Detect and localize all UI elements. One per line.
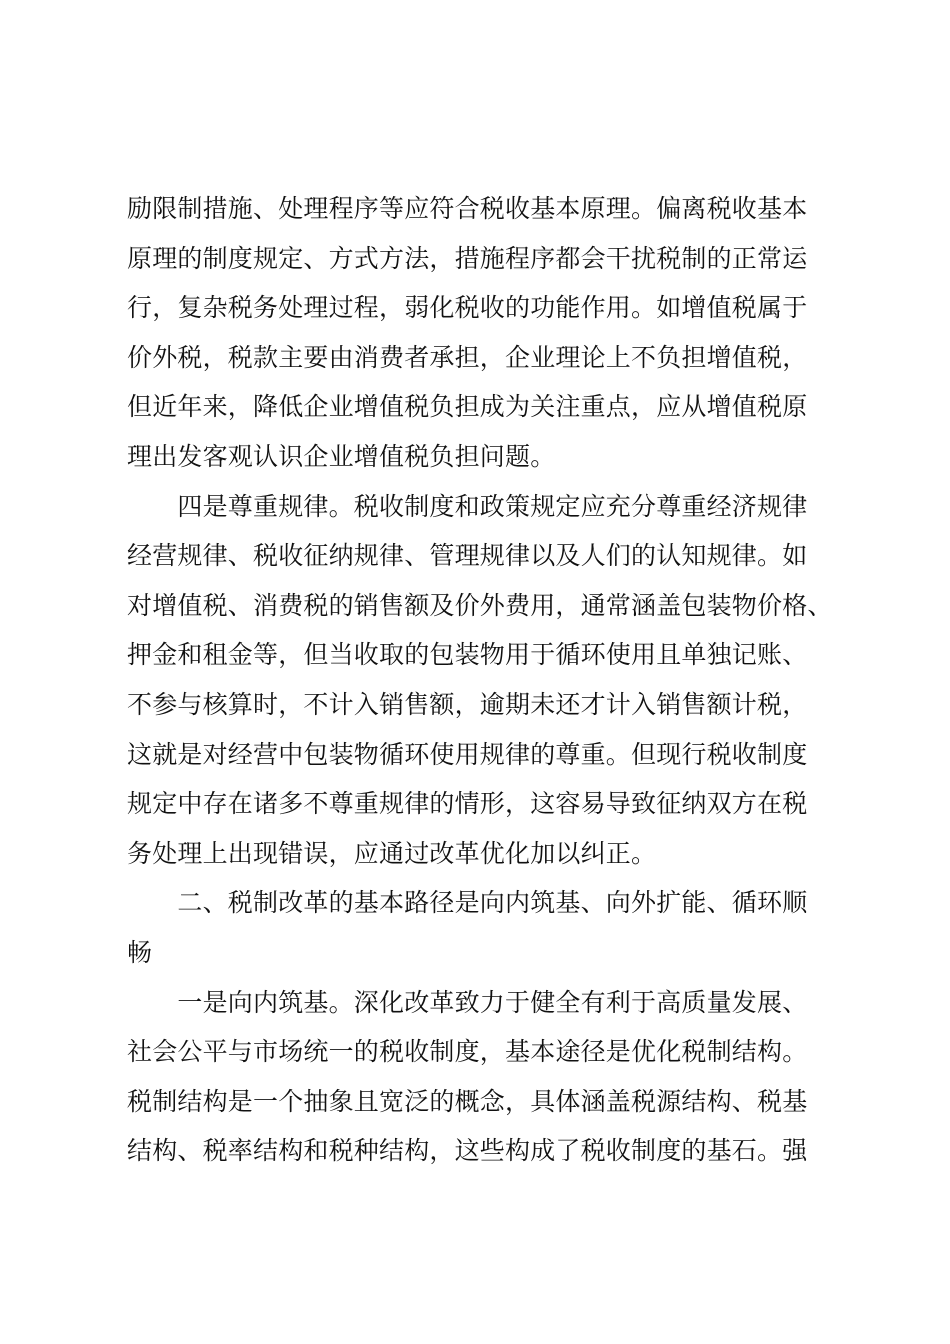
text-line: 励限制措施、处理程序等应符合税收基本原理。偏离税收基本 (127, 194, 808, 223)
section-heading-line: 二、税制改革的基本路径是向内筑基、向外扩能、循环顺 (127, 888, 808, 918)
text-line: 这就是对经营中包装物循环使用规律的尊重。但现行税收制度 (127, 739, 808, 769)
section-heading-line: 畅 (127, 937, 153, 967)
text-line: 原理的制度规定、方式方法，措施程序都会干扰税制的正常运 (127, 243, 808, 273)
text-line: 但近年来，降低企业增值税负担成为关注重点，应从增值税原 (127, 392, 808, 422)
text-line: 不参与核算时，不计入销售额，逾期未还才计入销售额计税， (127, 689, 808, 719)
text-line: 押金和租金等，但当收取的包装物用于循环使用且单独记账、 (127, 640, 808, 670)
text-line: 务处理上出现错误，应通过改革优化加以纠正。 (127, 838, 657, 868)
text-line: 对增值税、消费税的销售额及价外费用，通常涵盖包装物价格、 (127, 590, 833, 620)
text-line: 四是尊重规律。税收制度和政策规定应充分尊重经济规律 (127, 491, 808, 521)
text-line: 行，复杂税务处理过程，弱化税收的功能作用。如增值税属于 (127, 293, 808, 323)
text-line: 税制结构是一个抽象且宽泛的概念，具体涵盖税源结构、税基 (127, 1086, 808, 1116)
text-line: 社会公平与市场统一的税收制度，基本途径是优化税制结构。 (127, 1037, 808, 1067)
text-line: 理出发客观认识企业增值税负担问题。 (127, 441, 556, 471)
document-body (127, 184, 837, 1176)
text-line: 规定中存在诸多不尊重规律的情形，这容易导致征纳双方在税 (127, 789, 808, 819)
text-line: 价外税，税款主要由消费者承担，企业理论上不负担增值税， (127, 342, 808, 372)
text-line: 一是向内筑基。深化改革致力于健全有利于高质量发展、 (127, 987, 808, 1017)
text-line: 经营规律、税收征纳规律、管理规律以及人们的认知规律。如 (127, 541, 808, 571)
text-line: 结构、税率结构和税种结构，这些构成了税收制度的基石。强 (127, 1136, 808, 1166)
